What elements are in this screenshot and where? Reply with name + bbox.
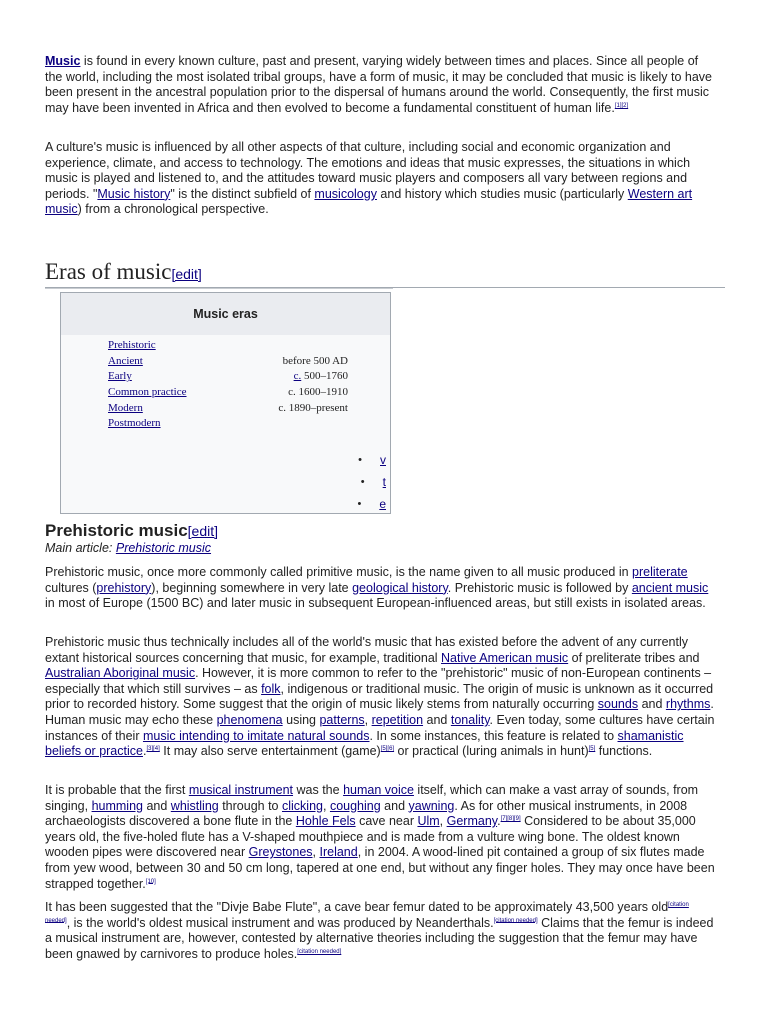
whistling-link[interactable]: whistling — [170, 798, 219, 813]
p2-text: using — [282, 712, 320, 727]
preliterate-link[interactable]: preliterate — [632, 565, 688, 579]
p2-text: . — [142, 744, 147, 759]
p3-text: , in 2004. A wood-lined pit contained a group of six flutes made from yew wood, between 30 and 50 cm long, tapered at one end, but without any finger holes. They may once have been strapped together. — [45, 845, 715, 891]
bullet-icon: • — [357, 498, 362, 510]
p3-text: through to — [218, 798, 282, 813]
navbox-top-rule — [45, 288, 393, 289]
era-ancient-date: before 500 AD — [282, 354, 348, 367]
era-postmodern-link[interactable]: Postmodern — [108, 417, 161, 430]
p3-text: cave near — [355, 814, 418, 829]
intro-p2-text-3: and history which studies music (particularly — [376, 186, 628, 201]
sounds-link[interactable]: sounds — [597, 697, 639, 712]
era-row-ancient — [108, 355, 348, 371]
p1-text: in most of Europe (1500 BC) and later music in subsequent European-influenced areas, but still exists in isolated areas. — [45, 596, 706, 611]
music-history-link[interactable]: Music history — [97, 186, 171, 201]
p4-text: It has been suggested that the "Divje Babe Flute", a cave bear femur dated to be approximately 43,500 years old — [45, 900, 669, 914]
greystones-link[interactable]: Greystones — [248, 845, 313, 860]
musical-instrument-link[interactable]: musical instrument — [188, 783, 294, 797]
western-art-music-link[interactable]: Western art music — [45, 186, 693, 217]
prehistoric-paragraph-2 — [45, 635, 715, 760]
prehistoric-music-main-link[interactable]: Prehistoric music — [115, 541, 212, 555]
ref-3-4[interactable]: [3][4] — [146, 746, 160, 752]
p2-text: and — [638, 697, 666, 712]
yawning-link[interactable]: yawning — [408, 798, 455, 813]
ancient-music-link[interactable]: ancient music — [631, 580, 709, 595]
tonality-link[interactable]: tonality — [450, 712, 490, 727]
era-common-practice-date: c. 1600–1910 — [288, 386, 348, 399]
era-row-modern — [108, 402, 348, 418]
hohle-fels-link[interactable]: Hohle Fels — [295, 814, 356, 829]
p2-text: and — [423, 712, 451, 727]
ref-5-6[interactable]: [5][6] — [380, 746, 395, 752]
eras-edit-link[interactable]: [edit] — [171, 266, 202, 282]
era-early-date — [294, 370, 348, 386]
era-row-early — [108, 370, 348, 386]
vte-view — [357, 449, 386, 471]
prehistoric-paragraph-4 — [45, 900, 715, 962]
native-american-music-link[interactable]: Native American music — [441, 650, 569, 665]
intro-p2-text-1: A culture's music is influenced by all other aspects of that culture, including social and economic organization and experience, climate, and access to technology. The emotions and ideas that music expresses, the situations in which music is played and listened to, and the attitudes toward music players and composers all vary between regions and periods. " — [45, 140, 691, 201]
p3-text: . — [497, 814, 501, 829]
intro-p2-text-2: " is the distinct subfield of — [170, 186, 315, 201]
eras-list — [108, 339, 348, 433]
prehistoric-heading — [45, 521, 218, 541]
eras-heading-text: Eras of music — [45, 259, 172, 284]
ref-5[interactable]: [5] — [588, 746, 596, 752]
ref-10[interactable]: [10] — [145, 878, 156, 885]
p2-text: , indigenous or traditional music. The origin of music is unknown as it occurred prior to recorded history. Some suggest that the origin of music likely stems from naturally occurring — [45, 681, 714, 712]
patterns-link[interactable]: patterns — [319, 712, 365, 727]
p3-text: , — [312, 845, 320, 860]
intro-paragraph-2 — [45, 140, 715, 218]
vte-edit — [357, 493, 386, 515]
ulm-link[interactable]: Ulm — [417, 814, 440, 829]
era-early-link[interactable]: Early — [108, 370, 132, 383]
germany-link[interactable]: Germany — [446, 814, 498, 829]
citation-needed-3[interactable]: [citation needed] — [297, 948, 342, 955]
shamanistic-beliefs-link[interactable]: shamanistic beliefs or practice — [45, 728, 684, 759]
p2-text: functions. — [595, 744, 653, 759]
p3-text: , — [439, 814, 447, 829]
era-modern-date: c. 1890–present — [278, 401, 348, 414]
humming-link[interactable]: humming — [91, 798, 143, 813]
prehistoric-paragraph-1 — [45, 565, 715, 612]
citation-needed-1[interactable]: [citation needed] — [45, 901, 689, 924]
eras-heading — [45, 259, 725, 288]
navbox-title: Music eras — [61, 293, 390, 335]
bullet-icon: • — [360, 476, 365, 488]
p3-text: and — [380, 798, 409, 813]
p1-text: . Prehistoric music is followed by — [447, 580, 632, 595]
edit-template-link[interactable]: e — [379, 497, 386, 511]
era-prehistoric-link[interactable]: Prehistoric — [108, 339, 156, 351]
p2-text: It may also serve entertainment (game) — [159, 744, 381, 759]
music-link[interactable]: Music — [45, 54, 81, 68]
vte-links — [357, 449, 386, 515]
prehistoric-heading-text: Prehistoric music — [45, 521, 188, 540]
coughing-link[interactable]: coughing — [329, 798, 381, 813]
p2-text: of preliterate tribes and — [568, 650, 700, 665]
p2-text: . However, it is more common to refer to the "prehistoric" music of non-European continents – especially that which still survives – as — [45, 666, 712, 696]
geological-history-link[interactable]: geological history — [352, 580, 448, 595]
ireland-link[interactable]: Ireland — [319, 845, 358, 860]
era-modern-link[interactable]: Modern — [108, 401, 143, 414]
p3-text: itself, which can make a vast array of sounds, from singing, — [45, 783, 699, 813]
circa-link[interactable]: c. — [293, 370, 302, 383]
p3-text: was the — [293, 783, 344, 797]
phenomena-link[interactable]: phenomena — [216, 712, 283, 727]
p4-text: , is the world's oldest musical instrument and was produced by Neanderthals. — [66, 915, 494, 930]
intro-p1-text: is found in every known culture, past and present, varying widely between times and places. Since all people of the world, including the most isolated tribal groups, have a form of music, it may be concluded that music is likely to have been present in the ancestral population prior to the dispersal of humans around the world. Consequently, the first music may have been invented in Africa and then evolved to become a fundamental constituent of human life. — [45, 54, 712, 115]
p2-text: . Even today, some cultures have certain instances of their — [45, 712, 715, 743]
main-article-note — [45, 541, 211, 555]
musicology-link[interactable]: musicology — [314, 186, 377, 201]
australian-aboriginal-music-link[interactable]: Australian Aboriginal music — [45, 666, 196, 681]
repetition-link[interactable]: repetition — [371, 712, 424, 727]
talk-template-link[interactable]: t — [382, 475, 386, 489]
folk-link[interactable]: folk — [261, 681, 281, 696]
clicking-link[interactable]: clicking — [281, 798, 323, 813]
main-article-label: Main article: — [45, 541, 116, 555]
p1-text: cultures ( — [45, 580, 97, 595]
imitate-natural-sounds-link[interactable]: music intending to imitate natural sounds — [142, 728, 370, 743]
citation-needed-2[interactable]: [citation needed] — [493, 917, 538, 924]
era-ancient-link[interactable]: Ancient — [108, 354, 143, 367]
vte-talk — [357, 471, 386, 493]
p2-text: . Human music may echo these — [45, 697, 714, 727]
era-row-prehistoric — [108, 339, 348, 355]
p2-text: or practical (luring animals in hunt) — [394, 744, 589, 759]
p1-text: ), beginning somewhere in very late — [151, 580, 353, 595]
p3-text: . As for other musical instruments, in 2008 archaeologists discovered a bone flute in the — [45, 798, 688, 829]
intro-p2-text-4: ) from a chronological perspective. — [77, 202, 269, 217]
p1-text: Prehistoric music, once more commonly called primitive music, is the name given to all music produced in — [45, 565, 633, 579]
p3-text: , — [322, 798, 330, 813]
era-row-postmodern — [108, 417, 348, 433]
p2-text: , — [364, 712, 372, 727]
p4-text: Claims that the femur is indeed a musical instrument are, however, contested by alternative theories including the suggestion that the femur may have been gnawed by carnivores to produce holes. — [45, 915, 714, 961]
era-early-date-value: 500–1760 — [301, 370, 348, 383]
p2-text: Prehistoric music thus technically includes all of the world's music that has existed before the advent of any currently extant historical sources concerning that music, for example, traditional — [45, 635, 688, 665]
prehistoric-edit-link[interactable]: [edit] — [187, 523, 219, 539]
era-row-common-practice — [108, 386, 348, 402]
p3-text: It is probable that the first — [45, 783, 189, 797]
intro-paragraph-1 — [45, 54, 715, 116]
prehistory-link[interactable]: prehistory — [96, 580, 152, 595]
ref-1-2[interactable]: [1][2] — [614, 102, 629, 109]
human-voice-link[interactable]: human voice — [343, 783, 414, 797]
era-common-practice-link[interactable]: Common practice — [108, 386, 187, 399]
p2-text: . In some instances, this feature is related to — [369, 728, 618, 743]
music-eras-navbox — [60, 292, 391, 514]
bullet-icon: • — [358, 454, 362, 466]
p3-text: and — [142, 798, 171, 813]
prehistoric-paragraph-3 — [45, 783, 715, 892]
rhythms-link[interactable]: rhythms — [665, 697, 711, 712]
ref-7-8-9[interactable]: [7][8][9] — [500, 816, 521, 823]
p3-text: Considered to be about 35,000 years old, the five-holed flute has a V-shaped mouthpiece and is made from a vulture wing bone. The oldest known wooden pipes were discovered near — [45, 814, 696, 860]
view-template-link[interactable]: v — [380, 453, 386, 467]
